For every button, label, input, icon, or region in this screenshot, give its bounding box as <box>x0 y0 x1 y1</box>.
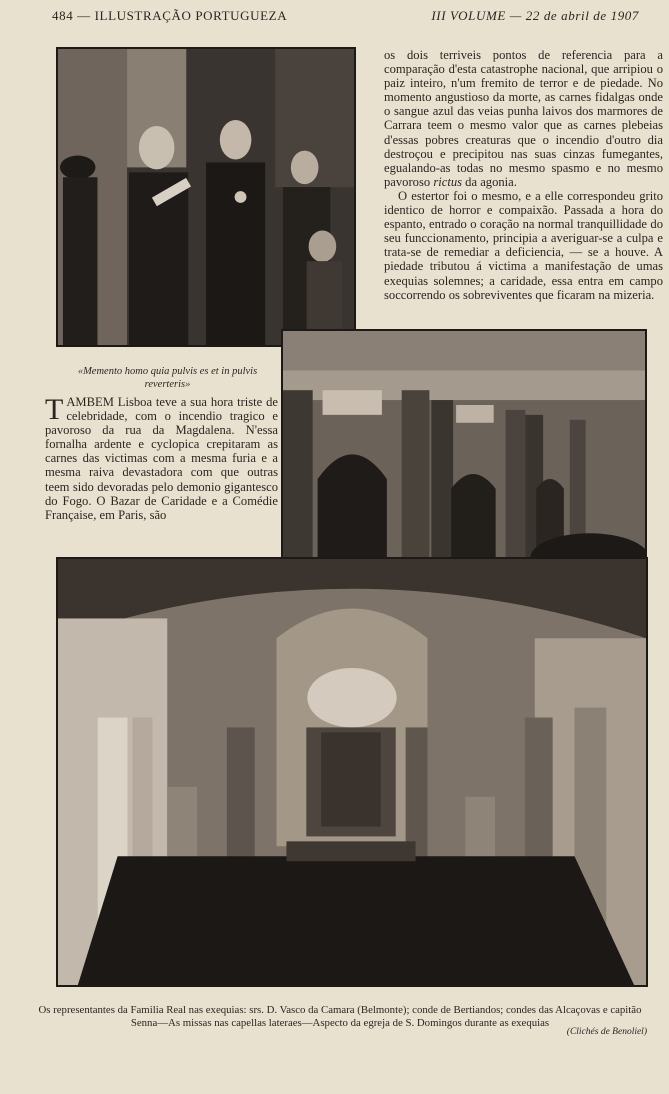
first-word: AMBEM <box>66 395 114 409</box>
left-column-text: Lisboa teve a sua hora triste de celebridade, com o incendio tragico e pavoroso da rua da Magdalena. N'essa fornalha ardente e cyclopica crepitaram as carnes das victimas com a mesma furia e a mesma raiva devastadora com que outras teem sido devoradas pelo demonio gigantesco do Fogo. O Bazar de Caridade e a Comédie Française, em Paris, são <box>45 395 278 522</box>
drop-cap: T <box>45 393 64 426</box>
photo-credit: (Clichés de Benoliel) <box>566 1027 647 1037</box>
photo-royal-representatives <box>56 47 356 347</box>
photo-caption-latin: «Memento homo quia pulvis es et in pulvis reverteris» <box>77 366 258 390</box>
page-header-left: 484 — ILLUSTRAÇÃO PORTUGUEZA <box>52 8 288 23</box>
page-header-right: III VOLUME — 22 de abril de 1907 <box>431 8 639 23</box>
bottom-caption: Os representantes da Familia Real nas exequias: srs. D. Vasco da Camara (Belmonte); conde de Bertiandos; condes das Alcaçovas e capitão Senna—As missas nas capellas lateraes—Aspecto da egreja de S. Domingos durante as exequias <box>38 1004 642 1029</box>
photo-church-interior <box>56 557 648 987</box>
article-right-column <box>384 48 663 302</box>
right-para2: O estertor foi o mesmo, e a elle correspondeu grito identico de horror e compaixão. Passada a hora do espanto, entrado o coração na normal tranquillidade do seu funccionamento, principia a averiguar-se a culpa e trata-se de remediar a deficiencia, — se a houve. A piedade tributou á victima a manifestação de umas exequias solemnes; a caridade, essa entra em campo soccorrendo os sobreviventes que ficaram na mizeria. <box>384 188 663 302</box>
right-para1-a: os dois terriveis pontos de referencia para a comparação d'esta catastrophe nacional, que arripiou o paiz inteiro, n'um fremito de terror e de piedade. No momento angustioso da morte, as carnes fidalgas onde o sangue azul das veias punha laivos dos marmores de Carrara teem o mesmo valor que as carnes plebeias d'essas pobres creaturas que o incendio d'outro dia destroçou e precipitou nas suas cinzas fumegantes, egualando-as todas no mesmo spasmo e no mesmo pavoroso <box>384 48 663 189</box>
right-para1-italic: rictus <box>433 174 463 189</box>
right-para1-b: da agonia. <box>462 174 517 189</box>
article-left-column <box>45 395 278 522</box>
